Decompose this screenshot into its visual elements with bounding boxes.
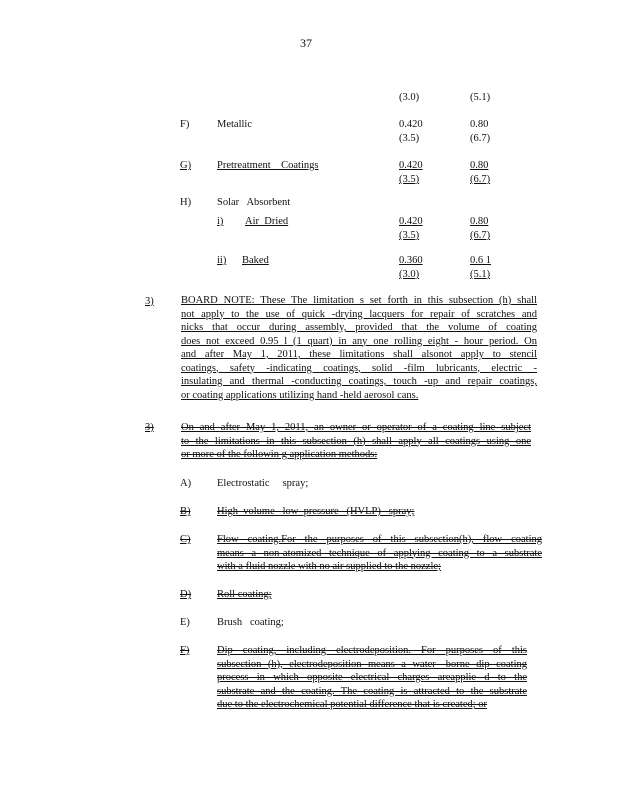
value-cell: 0.80 <box>470 160 489 171</box>
value-cell: 0.360 <box>399 255 423 266</box>
paragraph-line: Flow coating.For the purposes of this subsection(h), flow coating <box>217 534 542 545</box>
paragraph-line: does not exceed 0.95 l (1 quart) in any one rolling eight - hour period. On <box>181 335 537 347</box>
value-cell: 0.80 <box>470 216 489 227</box>
value-cell: (3.5) <box>399 174 420 185</box>
paragraph-line: with a fluid nozzle with no air supplied to the nozzle; <box>217 561 441 572</box>
coating-methods-paragraph <box>181 421 531 462</box>
value-cell: 0.6 1 <box>470 255 491 266</box>
page-number: 37 <box>300 36 312 50</box>
value-cell: (6.7) <box>470 230 491 241</box>
method-label: D) <box>180 589 192 600</box>
method-text: Roll coating; <box>217 589 272 600</box>
method-label: B) <box>180 506 191 517</box>
paragraph-line: due to the electrochemical potential difference that is created; or <box>217 699 488 710</box>
value-cell: (5.1) <box>470 269 491 280</box>
paragraph-line: not apply to the use of quick -drying lacquers for repair of scratches and <box>181 308 537 320</box>
board-note-lead: BOARD NOTE: These <box>181 295 286 306</box>
value-cell: (5.1) <box>470 92 491 103</box>
row-name: Solar Absorbent <box>217 197 291 208</box>
row-label: H) <box>180 197 192 208</box>
value-cell: 0.80 <box>470 119 489 130</box>
row-name: Baked <box>242 255 269 266</box>
paragraph-line: Dip coating, including electrodeposition. For purposes of this <box>217 645 527 656</box>
paragraph-line: insulating and thermal -conducting coatings, touch -up and repair coatings, <box>181 376 537 387</box>
paragraph-line: On and after May 1, 2011, an owner or operator of a coating line subject <box>181 422 531 433</box>
method-label: E) <box>180 617 190 628</box>
paragraph-line: or more of the followin g application methods: <box>181 449 378 460</box>
value-cell: (3.0) <box>399 269 420 280</box>
paragraph-line: process in which opposite electrical charges areapplie d to the <box>217 672 527 683</box>
paragraph-line: nicks that occur during assembly, provided that the volume of coating <box>181 322 537 333</box>
value-cell: (6.7) <box>470 133 491 144</box>
method-paragraph <box>217 533 542 574</box>
method-text: Brush coating; <box>217 617 284 628</box>
paragraph-line: subsection (h), electrodeposition means a water -borne dip coating <box>217 658 527 670</box>
method-paragraph <box>217 644 527 712</box>
method-text: Electrostatic spray; <box>217 478 309 489</box>
value-cell: (3.5) <box>399 230 420 241</box>
row-name: Pretreatment Coatings <box>217 160 319 171</box>
paragraph-line: or coating applications utilizing hand -held aerosol cans. <box>181 389 419 401</box>
paragraph-line: to the limitations in this subsection (h) shall apply all coatings using one <box>181 435 531 447</box>
row-label: F) <box>180 119 190 130</box>
paragraph-line: coatings, safety -indicating coatings, solid -film lubricants, electric - <box>181 362 537 374</box>
board-note-lead-rest: The limitation s set forth in this subsection (h) shall <box>291 295 538 306</box>
paragraph-line: and after May 1, 2011, these limitations shall alsonot apply to stencil <box>181 349 537 360</box>
value-cell: 0.420 <box>399 216 423 227</box>
paragraph-number: 3) <box>145 296 154 307</box>
row-label: i) <box>217 216 224 227</box>
paragraph-line: means a non-atomized technique of applying coating to a substrate <box>217 547 542 559</box>
paragraph-line: substrate and the coating. The coating is attracted to the substrate <box>217 685 527 697</box>
value-cell: 0.420 <box>399 160 423 171</box>
value-cell: 0.420 <box>399 119 423 130</box>
board-note-paragraph <box>181 294 537 402</box>
method-label: A) <box>180 478 192 489</box>
row-label: G) <box>180 160 192 171</box>
value-cell: (6.7) <box>470 174 491 185</box>
value-cell: (3.0) <box>399 92 420 103</box>
method-label: F) <box>180 645 190 656</box>
value-cell: (3.5) <box>399 133 420 144</box>
row-name: Metallic <box>217 119 252 130</box>
paragraph-number: 3) <box>145 422 154 433</box>
row-label: ii) <box>217 255 227 266</box>
method-label: C) <box>180 534 191 545</box>
board-note-first-line <box>181 294 537 308</box>
row-name: Air Dried <box>245 216 289 227</box>
method-text: High volume low pressure (HVLP) spray; <box>217 506 415 517</box>
